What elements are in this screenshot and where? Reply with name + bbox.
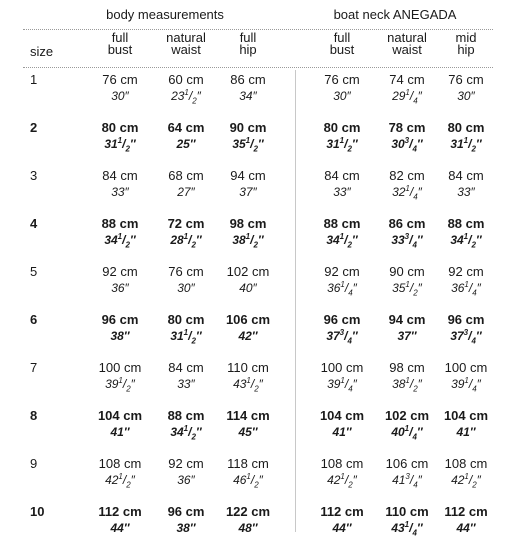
cm-value: 122 cm bbox=[225, 504, 271, 519]
inch-value: 30″ bbox=[457, 89, 475, 103]
table-cell bbox=[85, 312, 155, 344]
cm-value: 98 cm bbox=[389, 360, 425, 375]
inch-value: $40^1/_4''$ bbox=[391, 424, 423, 442]
cm-value: 86 cm bbox=[388, 216, 426, 231]
column-header-line: full bbox=[239, 30, 257, 45]
table-cell bbox=[85, 408, 155, 440]
table-cell bbox=[431, 216, 501, 248]
column-header-line: bust bbox=[329, 42, 355, 57]
cm-value: 112 cm bbox=[320, 504, 364, 519]
inch-value: 25″ bbox=[176, 137, 196, 151]
table-cell bbox=[431, 504, 501, 536]
inch-value: $31^1/_2''$ bbox=[450, 136, 482, 154]
inch-value: 48″ bbox=[238, 521, 258, 535]
table-cell bbox=[307, 408, 377, 440]
inch-value: $38^1/_2''$ bbox=[392, 376, 422, 394]
table-cell bbox=[213, 312, 283, 344]
column-header-line: mid bbox=[455, 30, 477, 45]
size-label-4: 4 bbox=[30, 216, 38, 231]
inch-value: $32^1/_4''$ bbox=[392, 184, 422, 202]
table-cell bbox=[85, 216, 155, 248]
cm-value: 98 cm bbox=[229, 216, 267, 231]
table-cell bbox=[307, 504, 377, 536]
group-header-boat-neck-anegada: boat neck ANEGADA bbox=[333, 7, 457, 22]
table-cell bbox=[307, 360, 377, 392]
size-label-6: 6 bbox=[30, 312, 38, 327]
cm-value: 110 cm bbox=[385, 504, 429, 519]
table-cell bbox=[85, 360, 155, 392]
table-cell bbox=[431, 72, 501, 104]
inch-value: $28^1/_2''$ bbox=[170, 232, 202, 250]
table-cell bbox=[151, 360, 221, 392]
cm-value: 92 cm bbox=[324, 264, 360, 279]
inch-value: $35^1/_2''$ bbox=[232, 136, 264, 154]
cm-value: 88 cm bbox=[323, 216, 361, 231]
table-cell bbox=[431, 120, 501, 152]
size-label-1: 1 bbox=[30, 72, 38, 87]
size-label-10: 10 bbox=[30, 504, 45, 519]
table-cell bbox=[213, 456, 283, 488]
cm-value: 88 cm bbox=[447, 216, 485, 231]
inch-value: $31^1/_2''$ bbox=[326, 136, 358, 154]
table-cell bbox=[307, 264, 377, 296]
cm-value: 80 cm bbox=[101, 120, 139, 135]
cm-value: 68 cm bbox=[168, 168, 204, 183]
cm-value: 76 cm bbox=[448, 72, 484, 87]
inch-value: $31^1/_2''$ bbox=[104, 136, 136, 154]
column-header-line: full bbox=[111, 30, 129, 45]
inch-value: 44″ bbox=[456, 521, 476, 535]
column-header-mid-hip bbox=[431, 32, 501, 56]
table-cell bbox=[151, 408, 221, 440]
inch-value: 41″ bbox=[456, 425, 476, 439]
column-header-full-bust bbox=[85, 32, 155, 56]
cm-value: 74 cm bbox=[389, 72, 425, 87]
cm-value: 64 cm bbox=[167, 120, 205, 135]
cm-value: 76 cm bbox=[168, 264, 204, 279]
inch-value: 30″ bbox=[111, 89, 129, 103]
size-label-7: 7 bbox=[30, 360, 38, 375]
table-cell bbox=[151, 264, 221, 296]
table-cell bbox=[307, 120, 377, 152]
inch-value: 33″ bbox=[333, 185, 351, 199]
inch-value: $43^1/_2''$ bbox=[233, 376, 263, 394]
table-cell bbox=[213, 72, 283, 104]
table-cell bbox=[431, 312, 501, 344]
inch-value: $42^1/_2''$ bbox=[327, 472, 357, 490]
inch-value: $36^1/_4''$ bbox=[327, 280, 357, 298]
inch-value: 41″ bbox=[332, 425, 352, 439]
cm-value: 104 cm bbox=[97, 408, 143, 423]
column-header-line: waist bbox=[171, 42, 201, 57]
inch-value: $34^1/_2''$ bbox=[326, 232, 358, 250]
cm-value: 78 cm bbox=[388, 120, 426, 135]
column-header-full-bust bbox=[307, 32, 377, 56]
cm-value: 96 cm bbox=[101, 312, 139, 327]
inch-value: $34^1/_2''$ bbox=[104, 232, 136, 250]
size-label-5: 5 bbox=[30, 264, 38, 279]
inch-value: 38″ bbox=[110, 329, 130, 343]
table-cell bbox=[213, 408, 283, 440]
inch-value: $46^1/_2''$ bbox=[233, 472, 263, 490]
inch-value: $38^1/_2''$ bbox=[232, 232, 264, 250]
table-cell bbox=[151, 504, 221, 536]
cm-value: 100 cm bbox=[444, 360, 488, 375]
cm-value: 60 cm bbox=[168, 72, 204, 87]
cm-value: 88 cm bbox=[101, 216, 139, 231]
size-column-header: size bbox=[30, 44, 54, 59]
inch-value: $42^1/_2''$ bbox=[451, 472, 481, 490]
cm-value: 82 cm bbox=[389, 168, 425, 183]
size-label-8: 8 bbox=[30, 408, 38, 423]
table-cell bbox=[85, 72, 155, 104]
cm-value: 84 cm bbox=[102, 168, 138, 183]
table-cell bbox=[151, 120, 221, 152]
cm-value: 102 cm bbox=[384, 408, 430, 423]
table-cell bbox=[85, 264, 155, 296]
inch-value: $42^1/_2''$ bbox=[105, 472, 135, 490]
inch-value: $23^1/_2''$ bbox=[171, 88, 201, 106]
cm-value: 96 cm bbox=[167, 504, 205, 519]
table-cell bbox=[307, 216, 377, 248]
cm-value: 92 cm bbox=[102, 264, 138, 279]
inch-value: 44″ bbox=[332, 521, 352, 535]
inch-value: $37^3/_4''$ bbox=[326, 328, 358, 346]
table-cell bbox=[431, 168, 501, 200]
cm-value: 94 cm bbox=[230, 168, 266, 183]
inch-value: $29^1/_4''$ bbox=[392, 88, 422, 106]
cm-value: 106 cm bbox=[385, 456, 429, 471]
inch-value: 33″ bbox=[111, 185, 129, 199]
inch-value: 37″ bbox=[397, 329, 417, 343]
inch-value: $39^1/_4''$ bbox=[451, 376, 481, 394]
table-cell bbox=[307, 312, 377, 344]
table-cell bbox=[213, 264, 283, 296]
inch-value: $34^1/_2''$ bbox=[450, 232, 482, 250]
cm-value: 92 cm bbox=[448, 264, 484, 279]
table-cell bbox=[151, 456, 221, 488]
size-label-9: 9 bbox=[30, 456, 38, 471]
inch-value: 30″ bbox=[177, 281, 195, 295]
cm-value: 94 cm bbox=[388, 312, 426, 327]
table-cell bbox=[151, 168, 221, 200]
column-header-line: hip bbox=[239, 42, 257, 57]
inch-value: $35^1/_2''$ bbox=[392, 280, 422, 298]
cm-value: 108 cm bbox=[320, 456, 364, 471]
inch-value: 36″ bbox=[111, 281, 129, 295]
column-header-line: full bbox=[333, 30, 351, 45]
table-cell bbox=[85, 456, 155, 488]
inch-value: $41^3/_4''$ bbox=[392, 472, 422, 490]
cm-value: 92 cm bbox=[168, 456, 204, 471]
cm-value: 112 cm bbox=[444, 504, 488, 519]
inch-value: 27″ bbox=[177, 185, 195, 199]
cm-value: 106 cm bbox=[225, 312, 271, 327]
table-cell bbox=[213, 216, 283, 248]
inch-value: 30″ bbox=[333, 89, 351, 103]
inch-value: $39^1/_4''$ bbox=[327, 376, 357, 394]
size-label-2: 2 bbox=[30, 120, 38, 135]
inch-value: 44″ bbox=[110, 521, 130, 535]
section-divider bbox=[295, 70, 296, 532]
inch-value: 38″ bbox=[176, 521, 196, 535]
cm-value: 90 cm bbox=[389, 264, 425, 279]
cm-value: 104 cm bbox=[319, 408, 365, 423]
table-cell bbox=[85, 168, 155, 200]
column-header-natural-waist bbox=[151, 32, 221, 56]
cm-value: 114 cm bbox=[226, 408, 270, 423]
inch-value: 42″ bbox=[238, 329, 258, 343]
cm-value: 102 cm bbox=[226, 264, 270, 279]
inch-value: 36″ bbox=[177, 473, 195, 487]
table-cell bbox=[85, 504, 155, 536]
cm-value: 80 cm bbox=[323, 120, 361, 135]
cm-value: 104 cm bbox=[443, 408, 489, 423]
table-cell bbox=[307, 456, 377, 488]
inch-value: 40″ bbox=[239, 281, 257, 295]
cm-value: 108 cm bbox=[444, 456, 488, 471]
column-header-line: hip bbox=[457, 42, 475, 57]
column-header-line: natural bbox=[166, 30, 206, 45]
cm-value: 108 cm bbox=[98, 456, 142, 471]
table-cell bbox=[307, 72, 377, 104]
cm-value: 80 cm bbox=[447, 120, 485, 135]
size-label-3: 3 bbox=[30, 168, 38, 183]
inch-value: 34″ bbox=[239, 89, 257, 103]
inch-value: 37″ bbox=[239, 185, 257, 199]
table-cell bbox=[151, 216, 221, 248]
cm-value: 86 cm bbox=[230, 72, 266, 87]
inch-value: $37^3/_4''$ bbox=[450, 328, 482, 346]
inch-value: $36^1/_4''$ bbox=[451, 280, 481, 298]
inch-value: 33″ bbox=[177, 377, 195, 391]
table-cell bbox=[151, 72, 221, 104]
cm-value: 110 cm bbox=[227, 360, 269, 375]
cm-value: 88 cm bbox=[167, 408, 205, 423]
column-header-line: bust bbox=[107, 42, 133, 57]
cm-value: 112 cm bbox=[98, 504, 142, 519]
inch-value: $31^1/_2''$ bbox=[170, 328, 202, 346]
table-cell bbox=[213, 120, 283, 152]
cm-value: 72 cm bbox=[167, 216, 205, 231]
inch-value: $33^3/_4''$ bbox=[391, 232, 423, 250]
inch-value: 33″ bbox=[457, 185, 475, 199]
inch-value: $34^1/_2''$ bbox=[170, 424, 202, 442]
inch-value: $43^1/_4''$ bbox=[391, 520, 423, 538]
table-cell bbox=[85, 120, 155, 152]
cm-value: 96 cm bbox=[447, 312, 485, 327]
cm-value: 84 cm bbox=[448, 168, 484, 183]
cm-value: 84 cm bbox=[324, 168, 360, 183]
cm-value: 100 cm bbox=[320, 360, 364, 375]
cm-value: 100 cm bbox=[98, 360, 142, 375]
table-cell bbox=[151, 312, 221, 344]
inch-value: $39^1/_2''$ bbox=[105, 376, 135, 394]
header-divider-bottom bbox=[23, 67, 493, 68]
inch-value: 41″ bbox=[110, 425, 130, 439]
inch-value: $30^3/_4''$ bbox=[391, 136, 423, 154]
group-header-body-measurements: body measurements bbox=[106, 7, 224, 22]
table-cell bbox=[431, 360, 501, 392]
cm-value: 96 cm bbox=[323, 312, 361, 327]
inch-value: 45″ bbox=[238, 425, 258, 439]
table-cell bbox=[431, 264, 501, 296]
cm-value: 118 cm bbox=[227, 456, 269, 471]
cm-value: 80 cm bbox=[167, 312, 205, 327]
table-cell bbox=[213, 360, 283, 392]
table-cell bbox=[213, 168, 283, 200]
cm-value: 90 cm bbox=[229, 120, 267, 135]
column-header-full-hip bbox=[213, 32, 283, 56]
cm-value: 76 cm bbox=[102, 72, 138, 87]
column-header-line: waist bbox=[392, 42, 422, 57]
cm-value: 84 cm bbox=[168, 360, 204, 375]
column-header-line: natural bbox=[387, 30, 427, 45]
table-cell bbox=[431, 456, 501, 488]
cm-value: 76 cm bbox=[324, 72, 360, 87]
table-cell bbox=[213, 504, 283, 536]
table-cell bbox=[307, 168, 377, 200]
table-cell bbox=[431, 408, 501, 440]
